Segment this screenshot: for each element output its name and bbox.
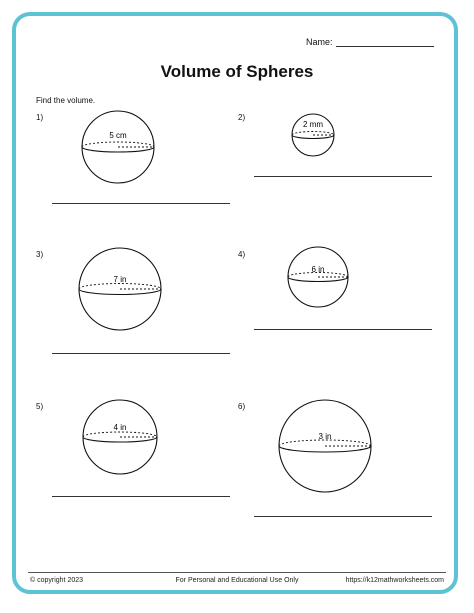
footer-copyright: © copyright 2023: [30, 577, 84, 584]
name-input-line[interactable]: [336, 37, 434, 47]
answer-line-3[interactable]: [52, 353, 230, 354]
sphere-diagram-1: [80, 109, 156, 185]
sphere-label-5: 4 in: [113, 423, 127, 432]
sphere-label-2: 2 mm: [303, 120, 323, 129]
sphere-diagram-2: [290, 112, 336, 158]
problem-number-3: 3): [36, 250, 44, 259]
answer-line-1[interactable]: [52, 203, 230, 204]
name-label: Name:: [306, 37, 333, 47]
sphere-label-4: 6 in: [311, 265, 325, 274]
footer-divider: [28, 572, 446, 573]
sphere-diagram-4: [286, 245, 350, 309]
problem-number-6: 6): [238, 402, 246, 411]
answer-line-6[interactable]: [254, 516, 432, 517]
answer-line-5[interactable]: [52, 496, 230, 497]
name-field: [306, 37, 434, 47]
page-title: Volume of Spheres: [160, 62, 314, 81]
problem-number-2: 2): [238, 113, 246, 122]
answer-line-4[interactable]: [254, 329, 432, 330]
problem-number-1: 1): [36, 113, 44, 122]
sphere-label-1: 5 cm: [109, 131, 127, 140]
sphere-diagram-6: [277, 398, 373, 494]
sphere-diagram-3: [77, 246, 163, 332]
footer-usage: For Personal and Educational Use Only: [175, 577, 299, 584]
footer-website-link[interactable]: https://k12mathworksheets.com: [345, 577, 444, 584]
sphere-label-3: 7 in: [113, 275, 127, 284]
instructions: Find the volume.: [36, 96, 96, 105]
problem-number-4: 4): [238, 250, 246, 259]
sphere-diagram-5: [81, 398, 159, 476]
problem-number-5: 5): [36, 402, 44, 411]
sphere-label-6: 3 in: [318, 432, 332, 441]
answer-line-2[interactable]: [254, 176, 432, 177]
